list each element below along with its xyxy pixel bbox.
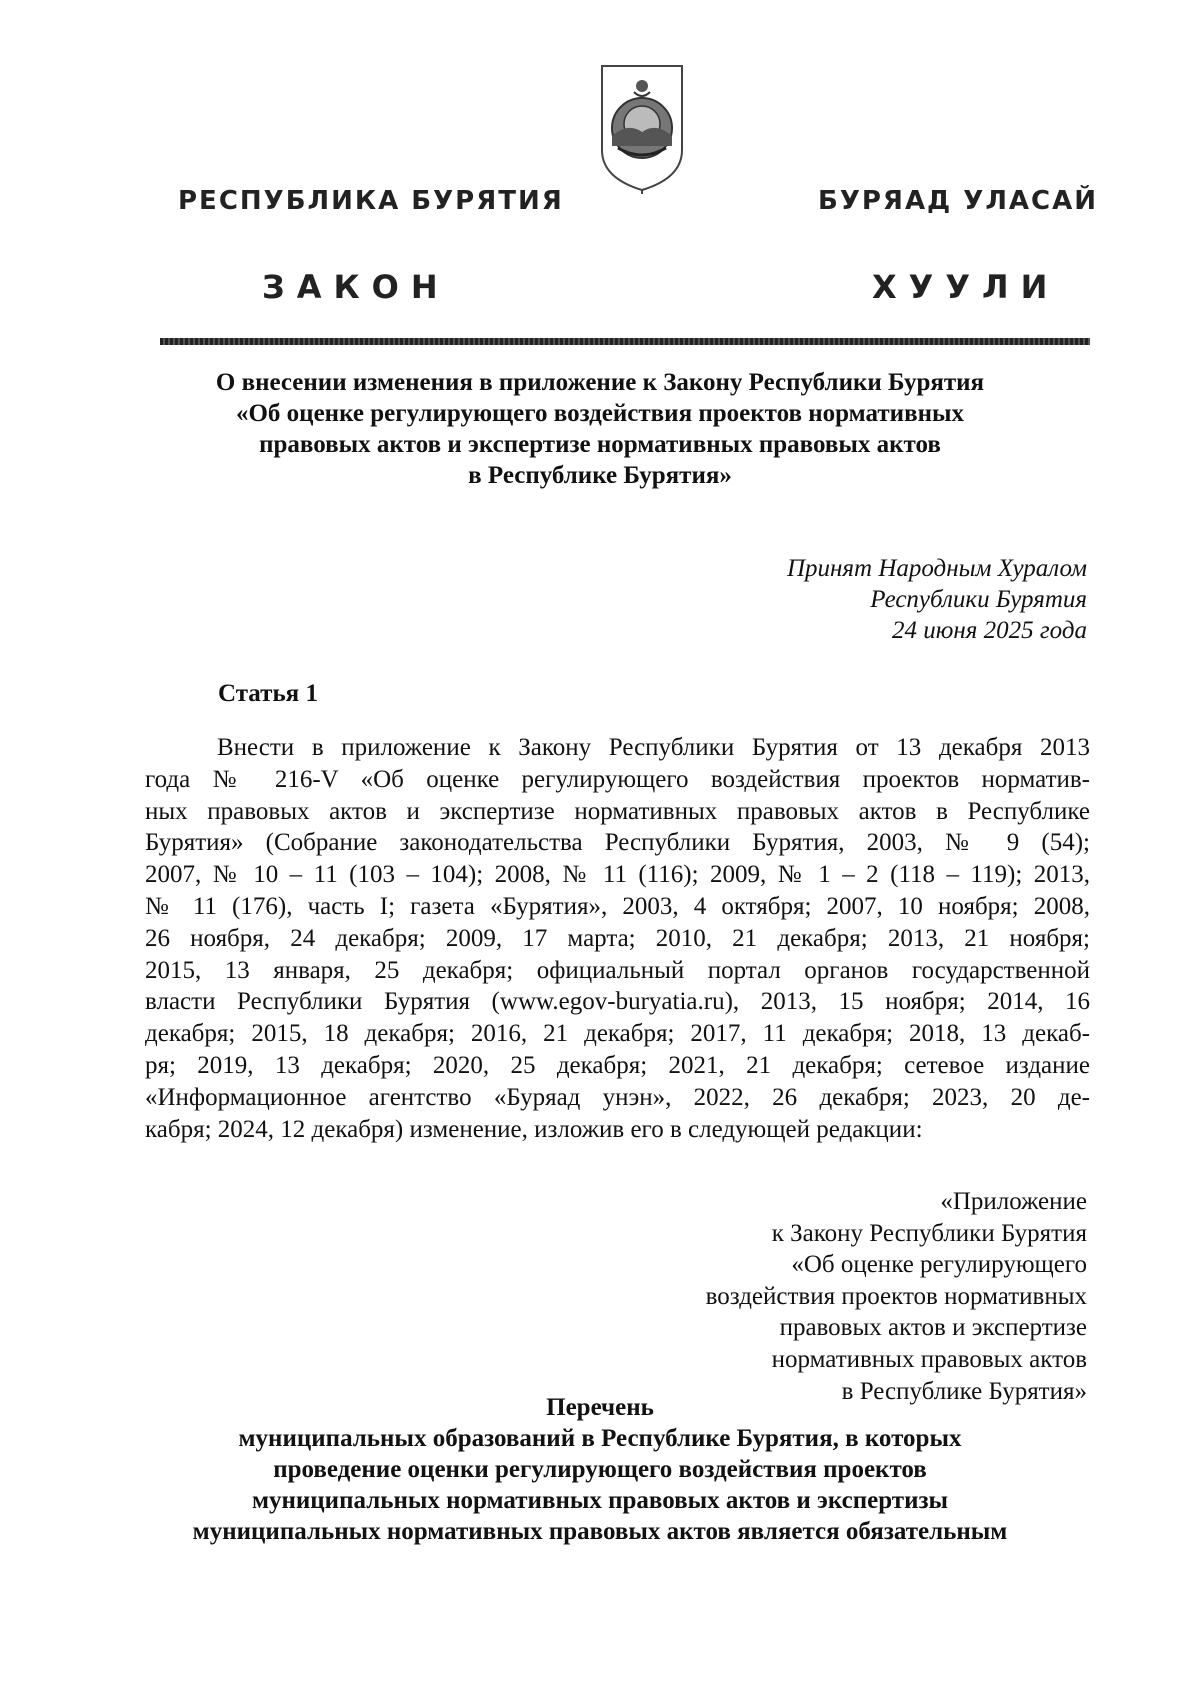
- article-body-line: 2015, 13 января, 25 декабря; официальный портал органов государственной: [145, 956, 1090, 984]
- law-title-line: «Об оценке регулирующего воздействия проектов нормативных: [235, 400, 964, 427]
- law-title-line: в Республике Бурятия»: [468, 462, 732, 489]
- appendix-reference-line: «Об оценке регулирующего: [791, 1251, 1087, 1279]
- republic-name-russian: РЕСПУБЛИКА БУРЯТИЯ: [178, 186, 564, 216]
- appendix-reference: [706, 1186, 1087, 1407]
- law-label-buryat: ХУУЛИ: [872, 268, 1060, 306]
- law-label-russian: ЗАКОН: [262, 268, 450, 306]
- article-body: [145, 732, 1090, 1145]
- article-body-line: кабря; 2024, 12 декабря) изменение, изложив его в следующей редакции:: [145, 1115, 923, 1143]
- appendix-reference-line: «Приложение: [940, 1188, 1087, 1215]
- adoption-note: [787, 553, 1087, 646]
- article-body-line: Внести в приложение к Закону Республики Бурятия от 13 декабря 2013: [217, 734, 1090, 761]
- appendix-reference-line: правовых актов и экспертизе: [779, 1314, 1087, 1342]
- law-title-line: О внесении изменения в приложение к Закону Республики Бурятия: [215, 369, 985, 396]
- appendix-reference-line: в Республике Бурятия»: [841, 1377, 1087, 1405]
- article-body-line: № 11 (176), часть I; газета «Бурятия», 2003, 4 октября; 2007, 10 ноября; 2008,: [145, 892, 1090, 920]
- article-body-line: 26 ноября, 24 декабря; 2009, 17 марта; 2010, 21 декабря; 2013, 21 ноября;: [145, 924, 1090, 952]
- adoption-note-line: Республики Бурятия: [870, 586, 1087, 613]
- article-body-line: декабря; 2015, 18 декабря; 2016, 21 декабря; 2017, 11 декабря; 2018, 13 декаб-: [145, 1020, 1090, 1048]
- list-title-line: проведение оценки регулирующего воздействия проектов: [273, 1456, 927, 1483]
- adoption-note-line: 24 июня 2025 года: [892, 617, 1087, 644]
- list-title-line: муниципальных образований в Республике Бурятия, в которых: [238, 1425, 962, 1452]
- article-body-line: Бурятия» (Собрание законодательства Республики Бурятия, 2003, № 9 (54);: [145, 829, 1090, 857]
- adoption-note-line: Принят Народным Хуралом: [786, 555, 1087, 582]
- appendix-reference-line: воздействия проектов нормативных: [705, 1282, 1087, 1310]
- appendix-reference-line: нормативных правовых актов: [771, 1345, 1087, 1373]
- republic-name-buryat: БУРЯАД УЛАСАЙ: [818, 186, 1098, 216]
- law-title-line: правовых актов и экспертизе нормативных правовых актов: [259, 431, 941, 458]
- list-title-line: муниципальных нормативных правовых актов является обязательным: [192, 1518, 1008, 1545]
- article-body-line: 2007, № 10 – 11 (103 – 104); 2008, № 11 (116); 2009, № 1 – 2 (118 – 119); 2013,: [145, 861, 1090, 889]
- article-heading: Статья 1: [218, 680, 318, 707]
- article-body-line: ных правовых актов и экспертизе нормативных правовых актов в Республике: [145, 797, 1090, 825]
- header-divider: [160, 338, 1090, 345]
- article-body-line: ря; 2019, 13 декабря; 2020, 25 декабря; 2021, 21 декабря; сетевое издание: [145, 1051, 1090, 1079]
- article-body-line: года № 216-V «Об оценке регулирующего воздействия проектов норматив-: [145, 765, 1090, 793]
- appendix-reference-line: к Закону Республики Бурятия: [771, 1219, 1087, 1247]
- coat-of-arms-emblem-icon: [598, 62, 686, 194]
- list-title: [130, 1392, 1070, 1547]
- article-body-line: «Информационное агентство «Буряад унэн», 2022, 26 декабря; 2023, 20 де-: [145, 1083, 1090, 1111]
- article-body-line: власти Республики Бурятия (www.egov-buryatia.ru), 2013, 15 ноября; 2014, 16: [145, 988, 1090, 1016]
- list-title-line: муниципальных нормативных правовых актов и экспертизы: [251, 1487, 949, 1514]
- law-title: [130, 367, 1070, 491]
- list-title-line: Перечень: [546, 1394, 654, 1421]
